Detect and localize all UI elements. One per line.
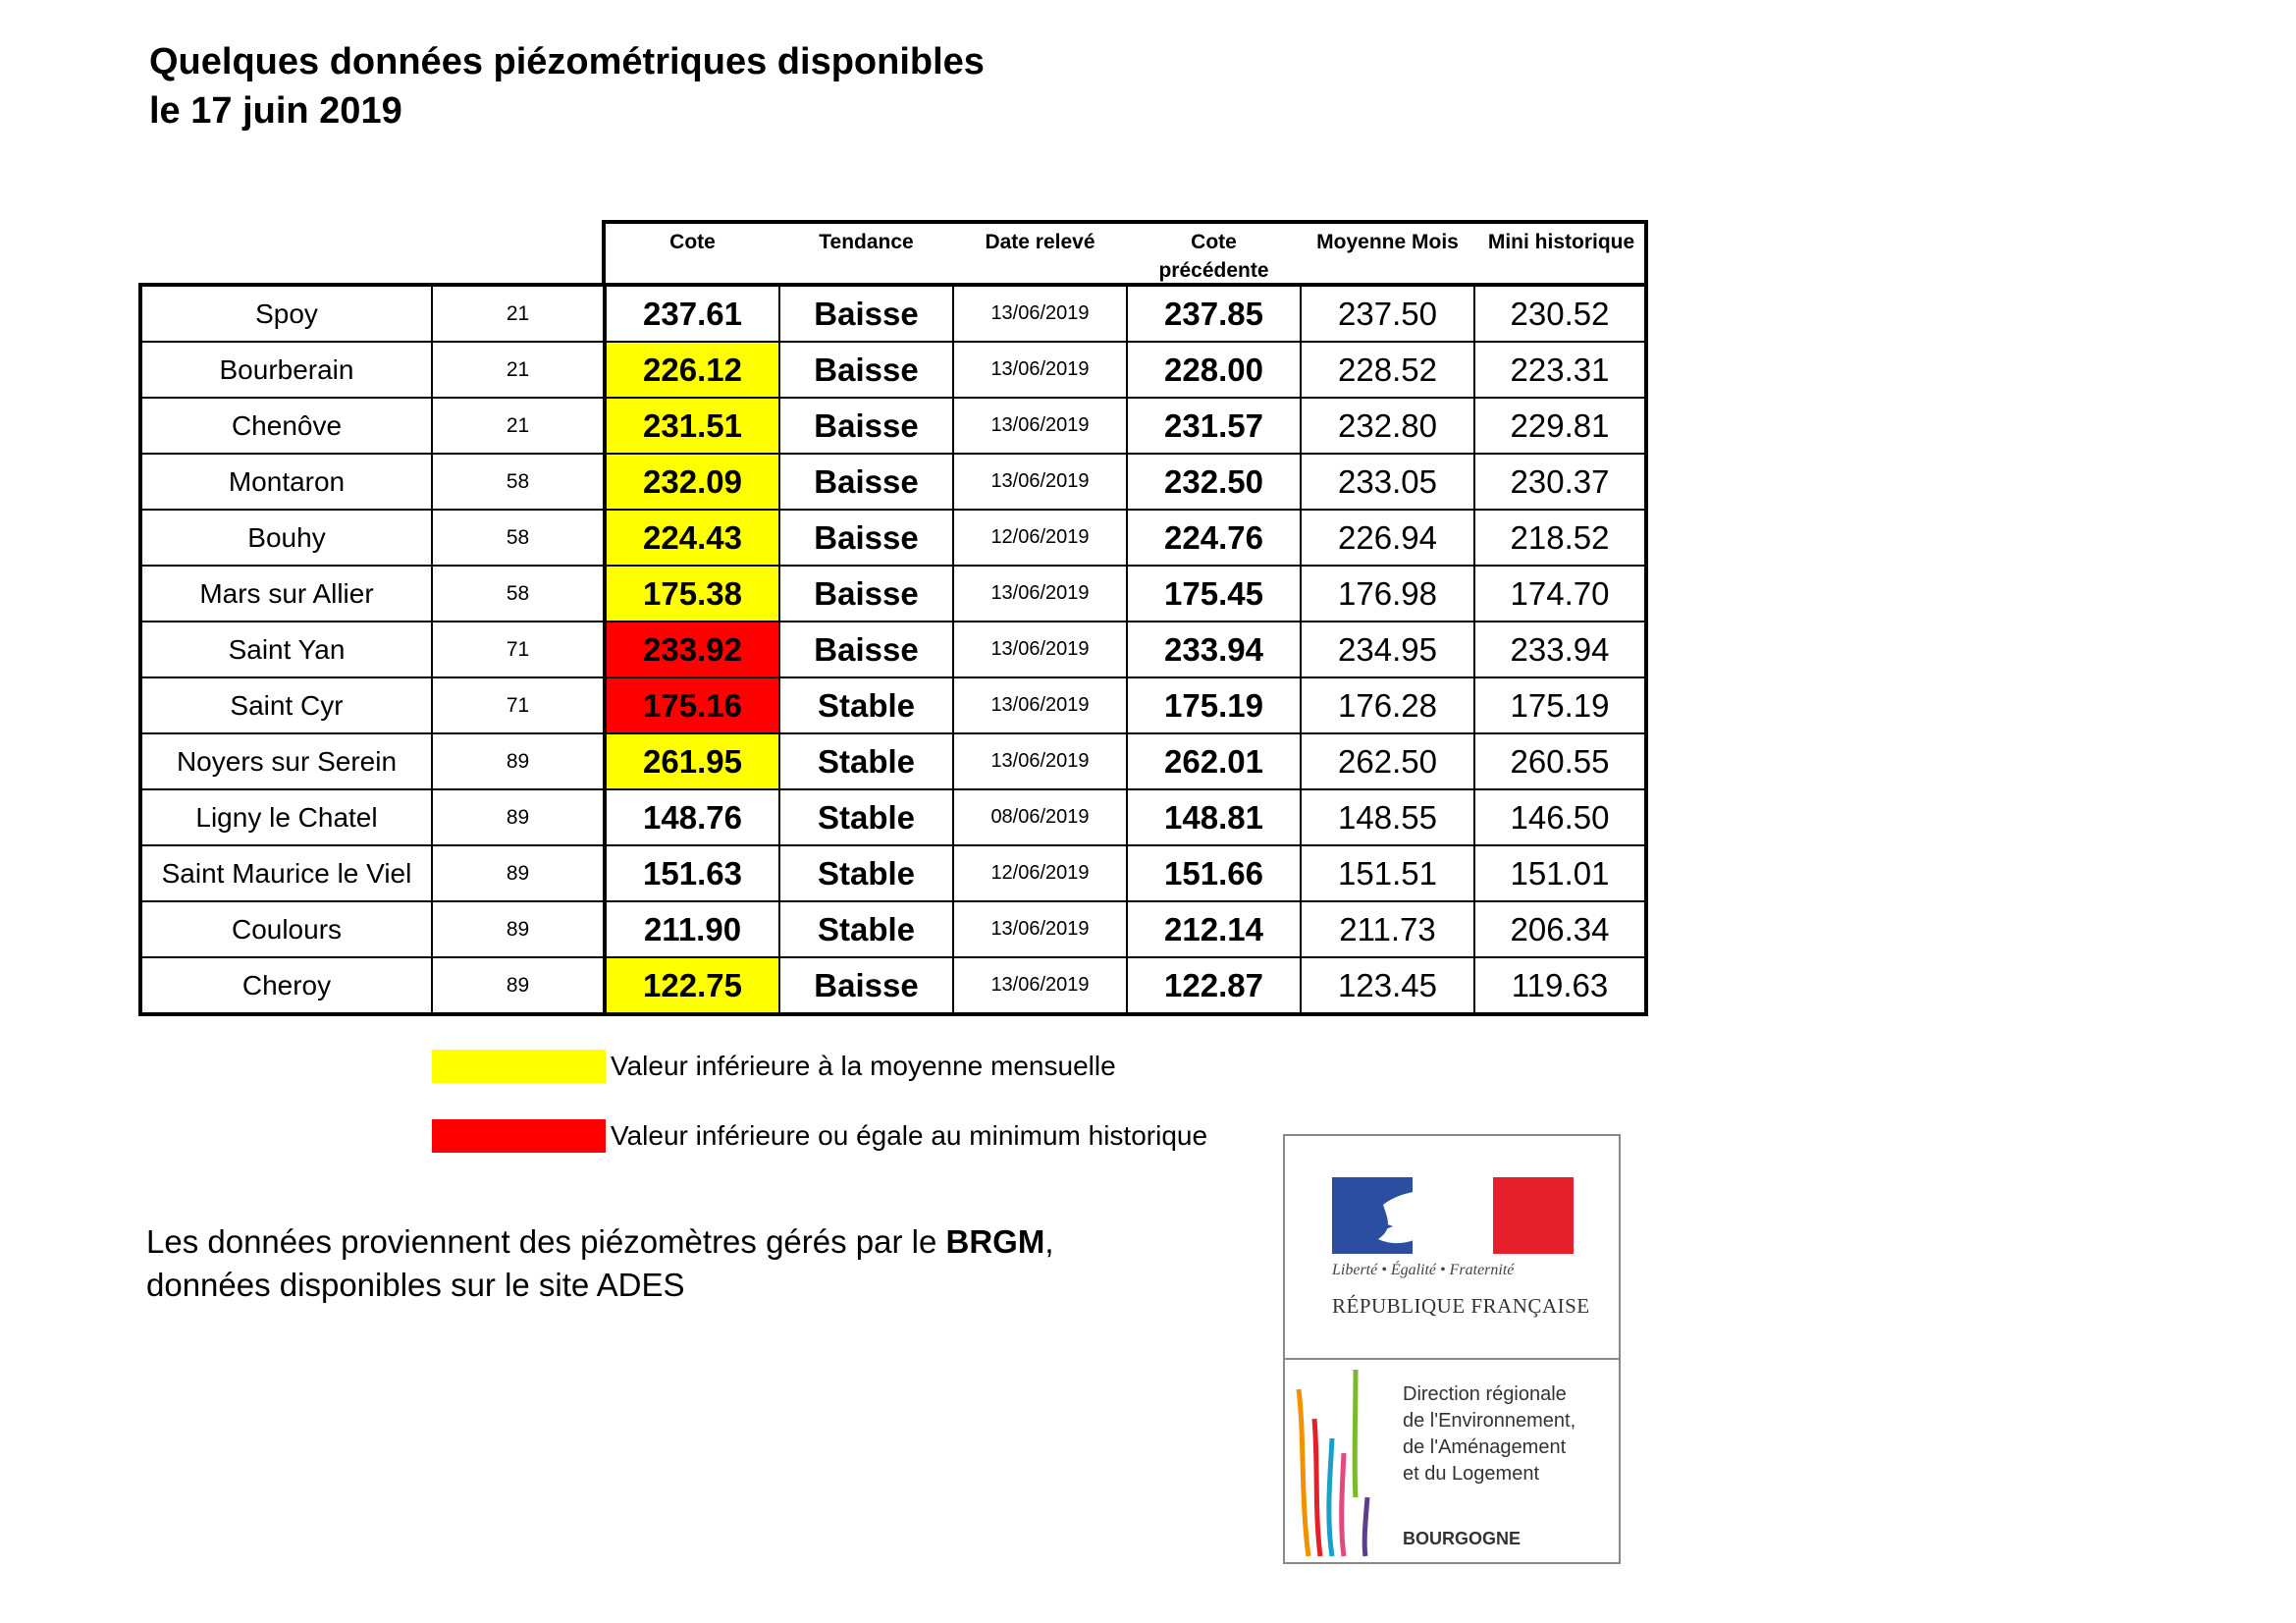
cell-date-releve: 13/06/2019 [954, 343, 1128, 397]
cell-moyenne-mois: 262.50 [1302, 734, 1475, 788]
cell-mini-historique: 230.37 [1510, 462, 1610, 500]
header-cote: Cote [669, 231, 716, 253]
header-prev-line-2: précédente [1158, 259, 1269, 282]
cell-cote-precedente: 175.19 [1128, 678, 1302, 732]
source-brgm: BRGM [945, 1223, 1045, 1260]
source-suffix: , [1044, 1223, 1054, 1260]
cell-station-name: Bourberain [142, 343, 433, 397]
legend-label-red: Valeur inférieure ou égale au minimum historique [611, 1120, 1208, 1151]
cell-date-releve: 13/06/2019 [954, 958, 1128, 1012]
cell-date-releve: 13/06/2019 [954, 567, 1128, 621]
header-cote-precedente [1127, 228, 1301, 285]
cell-moyenne-mois: 151.51 [1302, 846, 1475, 900]
cell-cote-precedente: 224.76 [1128, 511, 1302, 565]
cell-department: 89 [433, 734, 607, 788]
cell-tendance: Baisse [780, 958, 954, 1012]
cell-cote-precedente: 228.00 [1128, 343, 1302, 397]
cell-mini-historique: 174.70 [1510, 574, 1610, 612]
table-header [602, 220, 1648, 283]
cell-station-name: Saint Maurice le Viel [142, 846, 433, 900]
cell-cote: 175.16 [607, 678, 780, 732]
cell-cote: 151.63 [607, 846, 780, 900]
cell-cote-precedente: 151.66 [1128, 846, 1302, 900]
source-line-2: données disponibles sur le site ADES [146, 1267, 685, 1303]
table-row [142, 622, 1644, 678]
table-row [142, 678, 1644, 734]
table-row [142, 958, 1644, 1012]
legend-swatch-red [432, 1119, 606, 1153]
cell-department: 58 [433, 567, 607, 621]
cell-cote-precedente: 237.85 [1128, 287, 1302, 341]
cell-mini-historique: 175.19 [1510, 686, 1610, 724]
cell-date-releve: 13/06/2019 [954, 287, 1128, 341]
legend-swatch-yellow [432, 1050, 606, 1083]
table-row [142, 734, 1644, 790]
cell-moyenne-mois: 234.95 [1302, 622, 1475, 676]
header-date: Date relevé [985, 231, 1095, 253]
title-line-2: le 17 juin 2019 [149, 90, 402, 132]
cell-station-name: Ligny le Chatel [142, 790, 433, 844]
cell-date-releve: 13/06/2019 [954, 399, 1128, 453]
cell-department: 89 [433, 958, 607, 1012]
header-tendance: Tendance [819, 231, 914, 253]
dreal-line-2: de l'Environnement, [1403, 1410, 1576, 1432]
source-note [146, 1220, 1054, 1307]
cell-tendance: Baisse [780, 343, 954, 397]
cell-mini-historique: 206.34 [1510, 910, 1610, 947]
cell-department: 21 [433, 399, 607, 453]
marianne-logo-icon [1285, 1136, 1623, 1254]
cell-station-name: Mars sur Allier [142, 567, 433, 621]
cell-tendance: Stable [780, 678, 954, 732]
cell-cote: 232.09 [607, 455, 780, 509]
logo-region: BOURGOGNE [1403, 1529, 1522, 1548]
page-title [149, 37, 985, 135]
cell-tendance: Baisse [780, 622, 954, 676]
cell-station-name: Coulours [142, 902, 433, 956]
cell-moyenne-mois: 211.73 [1302, 902, 1475, 956]
cell-date-releve: 13/06/2019 [954, 678, 1128, 732]
cell-date-releve: 13/06/2019 [954, 902, 1128, 956]
cell-station-name: Montaron [142, 455, 433, 509]
cell-mini-historique: 230.52 [1510, 295, 1610, 332]
cell-moyenne-mois: 228.52 [1302, 343, 1475, 397]
cell-mini-historique: 218.52 [1510, 518, 1610, 556]
cell-moyenne-mois: 232.80 [1302, 399, 1475, 453]
cell-cote-precedente: 122.87 [1128, 958, 1302, 1012]
table-row [142, 511, 1644, 567]
logo-republique: RÉPUBLIQUE FRANÇAISE [1332, 1294, 1590, 1318]
cell-mini-historique: 119.63 [1511, 966, 1609, 1003]
cell-tendance: Baisse [780, 399, 954, 453]
cell-moyenne-mois: 226.94 [1302, 511, 1475, 565]
cell-tendance: Stable [780, 734, 954, 788]
cell-department: 58 [433, 455, 607, 509]
cell-cote: 231.51 [607, 399, 780, 453]
cell-date-releve: 13/06/2019 [954, 734, 1128, 788]
dreal-logo [1283, 1134, 1621, 1564]
cell-station-name: Spoy [142, 287, 433, 341]
cell-cote: 226.12 [607, 343, 780, 397]
cell-tendance: Stable [780, 790, 954, 844]
table-row [142, 287, 1644, 343]
cell-station-name: Noyers sur Serein [142, 734, 433, 788]
cell-date-releve: 13/06/2019 [954, 455, 1128, 509]
dreal-line-3: de l'Aménagement [1403, 1436, 1567, 1458]
cell-cote: 122.75 [607, 958, 780, 1012]
cell-station-name: Cheroy [142, 958, 433, 1012]
cell-moyenne-mois: 176.28 [1302, 678, 1475, 732]
cell-cote: 211.90 [607, 902, 780, 956]
legend-label-yellow: Valeur inférieure à la moyenne mensuelle [611, 1051, 1116, 1081]
source-line-1 [146, 1220, 1054, 1264]
cell-tendance: Baisse [780, 511, 954, 565]
cell-tendance: Baisse [780, 287, 954, 341]
cell-cote-precedente: 262.01 [1128, 734, 1302, 788]
cell-tendance: Baisse [780, 567, 954, 621]
cell-department: 71 [433, 678, 607, 732]
cell-moyenne-mois: 233.05 [1302, 455, 1475, 509]
cell-station-name: Chenôve [142, 399, 433, 453]
dreal-line-4: et du Logement [1403, 1463, 1539, 1485]
cell-cote-precedente: 233.94 [1128, 622, 1302, 676]
cell-station-name: Saint Cyr [142, 678, 433, 732]
cell-cote: 175.38 [607, 567, 780, 621]
cell-tendance: Stable [780, 902, 954, 956]
cell-date-releve: 13/06/2019 [954, 622, 1128, 676]
table-row [142, 902, 1644, 958]
dreal-line-1: Direction régionale [1403, 1383, 1567, 1405]
cell-department: 21 [433, 343, 607, 397]
cell-tendance: Stable [780, 846, 954, 900]
logo-motto: Liberté • Égalité • Fraternité [1332, 1262, 1515, 1278]
logo-dreal-text [1403, 1381, 1575, 1488]
cell-department: 21 [433, 287, 607, 341]
table-row [142, 567, 1644, 622]
cell-cote-precedente: 231.57 [1128, 399, 1302, 453]
cell-date-releve: 12/06/2019 [954, 511, 1128, 565]
table-row [142, 846, 1644, 902]
cell-department: 58 [433, 511, 607, 565]
cell-cote-precedente: 212.14 [1128, 902, 1302, 956]
cell-cote: 224.43 [607, 511, 780, 565]
cell-station-name: Bouhy [142, 511, 433, 565]
title-line-1: Quelques données piézométriques disponibles [149, 41, 985, 82]
cell-station-name: Saint Yan [142, 622, 433, 676]
table-row [142, 343, 1644, 399]
cell-mini-historique: 229.81 [1510, 406, 1610, 444]
cell-department: 89 [433, 846, 607, 900]
cell-mini-historique: 260.55 [1510, 742, 1610, 780]
dreal-stripes-icon [1285, 1360, 1393, 1576]
cell-mini-historique: 146.50 [1510, 798, 1610, 836]
header-prev-line-1: Cote [1191, 231, 1237, 253]
source-prefix: Les données proviennent des piézomètres gérés par le [146, 1223, 946, 1260]
table-row [142, 399, 1644, 455]
cell-moyenne-mois: 148.55 [1302, 790, 1475, 844]
cell-mini-historique: 223.31 [1510, 351, 1610, 388]
cell-cote-precedente: 175.45 [1128, 567, 1302, 621]
table-row [142, 455, 1644, 511]
cell-cote: 233.92 [607, 622, 780, 676]
cell-moyenne-mois: 176.98 [1302, 567, 1475, 621]
cell-tendance: Baisse [780, 455, 954, 509]
cell-date-releve: 12/06/2019 [954, 846, 1128, 900]
cell-cote: 148.76 [607, 790, 780, 844]
cell-cote: 261.95 [607, 734, 780, 788]
cell-mini-historique: 233.94 [1510, 630, 1610, 668]
cell-cote: 237.61 [607, 287, 780, 341]
cell-cote-precedente: 148.81 [1128, 790, 1302, 844]
cell-moyenne-mois: 123.45 [1302, 958, 1475, 1012]
cell-department: 89 [433, 790, 607, 844]
cell-cote-precedente: 232.50 [1128, 455, 1302, 509]
cell-date-releve: 08/06/2019 [954, 790, 1128, 844]
cell-department: 71 [433, 622, 607, 676]
piezometer-table [138, 283, 1648, 1016]
cell-moyenne-mois: 237.50 [1302, 287, 1475, 341]
header-mini: Mini historique [1487, 231, 1635, 253]
cell-department: 89 [433, 902, 607, 956]
table-row [142, 790, 1644, 846]
cell-mini-historique: 151.01 [1510, 854, 1610, 892]
header-moyenne: Moyenne Mois [1316, 231, 1459, 253]
